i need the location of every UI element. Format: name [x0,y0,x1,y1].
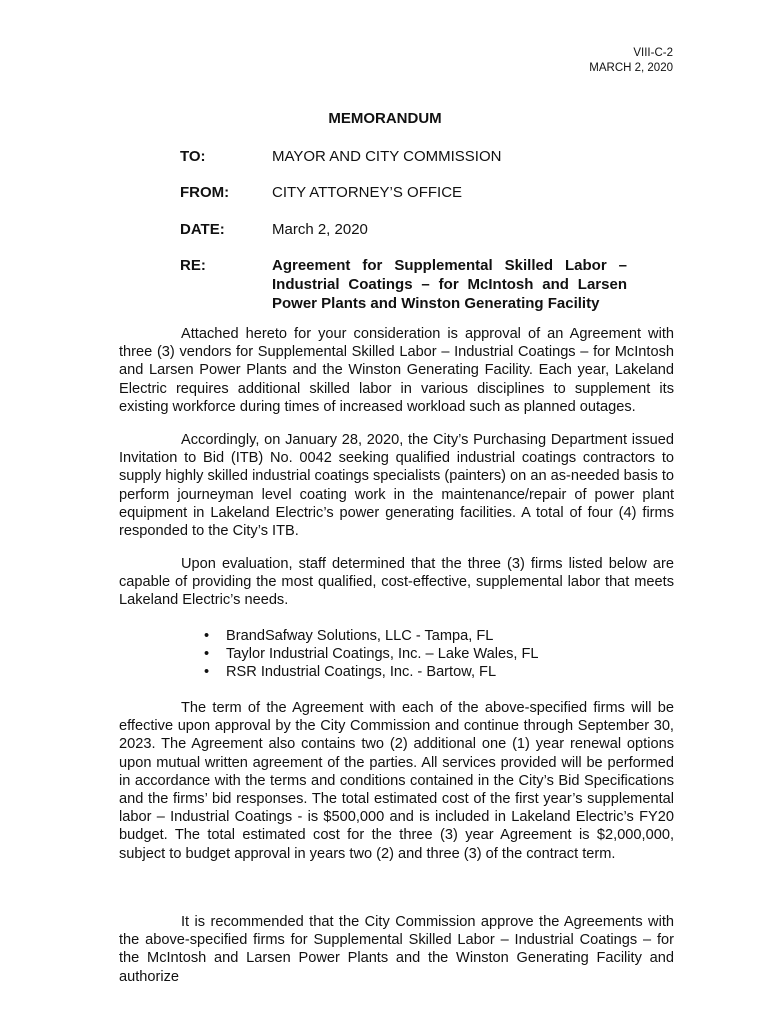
list-item [119,663,674,681]
date-value: March 2, 2020 [272,221,368,238]
paragraph-5: It is recommended that the City Commission approve the Agreements with the above-specified firms for Supplemental Skilled Labor – Industrial Coatings – for the McIntosh and Larsen Power Plants and the Winston Generating Facility and authorize [119,914,674,985]
paragraph-3: Upon evaluation, staff determined that the three (3) firms listed below are capable of providing the most qualified, cost-effective, supplemental labor that meets Lakeland Electric’s needs. [119,556,674,609]
re-subject: Agreement for Supplemental Skilled Labor – Industrial Coatings – for McIntosh and Larsen Power Plants and Winston Generating Facility [272,257,627,312]
to-label: TO: [180,148,206,165]
paragraph-term [119,699,674,863]
paragraph-1: Attached hereto for your consideration is approval of an Agreement with three (3) vendors for Supplemental Skilled Labor – Industrial Coatings – for McIntosh and Larsen Power Plants and the Winston Generating Facility. Each year, Lakeland Electric requires additional skilled labor in various disciplines to supplement its existing workforce during times of increased workload such as planned outages. [119,326,674,415]
list-item [119,627,674,645]
bullet-icon: • [204,664,210,681]
re-label: RE: [180,257,206,274]
firm-name: RSR Industrial Coatings, Inc. - Bartow, FL [226,664,497,681]
from-value: CITY ATTORNEY’S OFFICE [272,184,463,201]
reference-date: MARCH 2, 2020 [589,62,673,74]
firms-list [119,627,674,682]
paragraph-intro [119,325,674,416]
reference-code: VIII-C-2 [633,47,673,59]
paragraph-recommendation [119,913,674,986]
list-item [119,645,674,663]
firm-name: BrandSafway Solutions, LLC - Tampa, FL [226,628,494,644]
paragraph-itb [119,431,674,540]
paragraph-2: Accordingly, on January 28, 2020, the City’s Purchasing Department issued Invitation to Bid (ITB) No. 0042 seeking qualified industrial coatings contractors to supply highly skilled industrial coatings specialists (painters) on an as-needed basis to perform journeyman level coating work in the maintenance/repair of power plant equipment in Lakeland Electric’s power generating facilities. A total of four (4) firms responded to the City’s ITB. [119,432,674,540]
bullet-icon: • [204,628,210,644]
bullet-icon: • [204,646,210,663]
paragraph-4: The term of the Agreement with each of the above-specified firms will be effective upon approval by the City Commission and continue through September 30, 2023. The Agreement also contains two (2) additional one (1) year renewal options upon mutual written agreement of the parties. All services provided will be performed in accordance with the terms and conditions contained in the City’s Bid Specifications and the firms’ bid responses. The total estimated cost of the first year’s supplemental labor – Industrial Coatings - is $500,000 and is included in Lakeland Electric’s FY20 budget. The total estimated cost for the three (3) year Agreement is $2,000,000, subject to budget approval in years two (2) and three (3) of the contract term. [119,700,674,862]
from-label: FROM: [180,184,230,201]
date-label: DATE: [180,221,225,238]
to-value: MAYOR AND CITY COMMISSION [272,148,502,165]
document-reference [589,46,673,76]
memo-title: MEMORANDUM [328,110,442,127]
paragraph-evaluation [119,555,674,610]
firm-name: Taylor Industrial Coatings, Inc. – Lake Wales, FL [226,646,539,663]
